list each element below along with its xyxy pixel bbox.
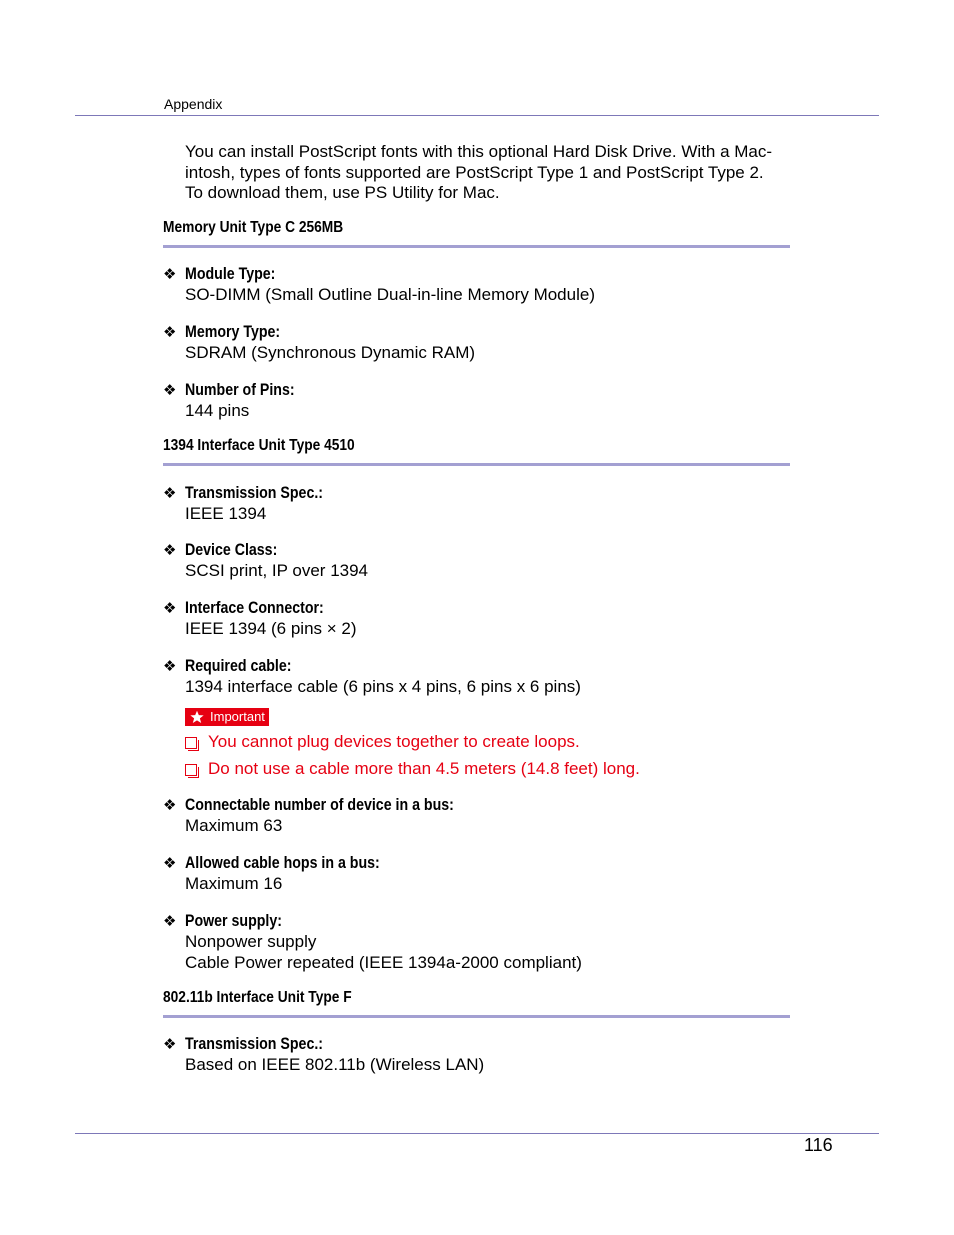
diamond-bullet-icon: ❖ <box>163 324 177 341</box>
intro-line: To download them, use PS Utility for Mac. <box>185 183 500 202</box>
important-badge <box>185 708 269 726</box>
important-note <box>185 759 640 779</box>
spec-label: Device Class: <box>185 541 278 559</box>
spec-value: SCSI print, IP over 1394 <box>185 561 369 580</box>
page-number: 116 <box>804 1135 833 1155</box>
intro-paragraph <box>185 142 797 204</box>
diamond-bullet-icon: ❖ <box>163 266 177 283</box>
spec-value: 144 pins <box>185 401 250 420</box>
intro-line: You can install PostScript fonts with this optional Hard Disk Drive. With a Mac- <box>185 142 773 161</box>
header-section-label: Appendix <box>164 96 223 112</box>
spec-label-row <box>163 795 803 816</box>
spec-value: 1394 interface cable (6 pins x 4 pins, 6 pins x 6 pins) <box>185 677 581 696</box>
spec-label: Connectable number of device in a bus: <box>185 796 454 814</box>
footer-rule <box>75 1133 879 1134</box>
spec-label: Power supply: <box>185 912 282 930</box>
section-heading-80211b-interface: 802.11b Interface Unit Type F <box>163 989 352 1006</box>
spec-label: Allowed cable hops in a bus: <box>185 854 380 872</box>
spec-value: Nonpower supply <box>185 932 317 951</box>
spec-label-row <box>163 598 803 619</box>
spec-label: Required cable: <box>185 657 292 675</box>
diamond-bullet-icon: ❖ <box>163 658 177 675</box>
spec-transmission-spec <box>163 483 803 525</box>
spec-value: Cable Power repeated (IEEE 1394a-2000 compliant) <box>185 952 582 972</box>
section-heading-memory-unit: Memory Unit Type C 256MB <box>163 219 344 236</box>
important-note-text: You cannot plug devices together to create loops. <box>208 732 580 751</box>
spec-value: Maximum 16 <box>185 874 283 893</box>
diamond-bullet-icon: ❖ <box>163 542 177 559</box>
spec-value: SO-DIMM (Small Outline Dual-in-line Memory Module) <box>185 285 595 304</box>
diamond-bullet-icon: ❖ <box>163 600 177 617</box>
spec-transmission-spec-wireless <box>163 1034 803 1076</box>
spec-label-row <box>163 656 803 677</box>
spec-label-row <box>163 853 803 874</box>
spec-value: IEEE 1394 (6 pins × 2) <box>185 619 357 638</box>
spec-cable-hops <box>163 853 803 895</box>
star-icon <box>186 709 207 725</box>
section-rule <box>163 1015 790 1018</box>
important-badge-label: Important <box>207 709 268 725</box>
spec-label-row <box>163 1034 803 1055</box>
spec-label: Memory Type: <box>185 323 281 341</box>
important-note <box>185 732 580 752</box>
diamond-bullet-icon: ❖ <box>163 1036 177 1053</box>
important-note-text: Do not use a cable more than 4.5 meters (14.8 feet) long. <box>208 759 640 778</box>
diamond-bullet-icon: ❖ <box>163 485 177 502</box>
section-rule <box>163 463 790 466</box>
spec-value: IEEE 1394 <box>185 504 267 523</box>
section-heading-1394-interface: 1394 Interface Unit Type 4510 <box>163 437 355 454</box>
header-rule <box>75 115 879 116</box>
spec-label-row <box>163 483 803 504</box>
spec-label: Transmission Spec.: <box>185 484 324 502</box>
spec-label: Transmission Spec.: <box>185 1035 324 1053</box>
spec-value: SDRAM (Synchronous Dynamic RAM) <box>185 343 476 362</box>
diamond-bullet-icon: ❖ <box>163 855 177 872</box>
spec-interface-connector <box>163 598 803 640</box>
diamond-bullet-icon: ❖ <box>163 797 177 814</box>
spec-memory-type <box>163 322 803 364</box>
spec-power-supply <box>163 911 803 973</box>
spec-label-row <box>163 911 803 932</box>
spec-label: Module Type: <box>185 265 276 283</box>
spec-label-row <box>163 380 803 401</box>
diamond-bullet-icon: ❖ <box>163 382 177 399</box>
spec-required-cable <box>163 656 803 698</box>
spec-label-row <box>163 322 803 343</box>
spec-value: Based on IEEE 802.11b (Wireless LAN) <box>185 1055 485 1074</box>
diamond-bullet-icon: ❖ <box>163 913 177 930</box>
spec-label: Number of Pins: <box>185 381 295 399</box>
spec-device-class <box>163 540 803 582</box>
section-rule <box>163 245 790 248</box>
spec-label: Interface Connector: <box>185 599 324 617</box>
spec-value: Maximum 63 <box>185 816 283 835</box>
spec-label-row <box>163 264 803 285</box>
intro-line: intosh, types of fonts supported are PostScript Type 1 and PostScript Type 2. <box>185 162 764 182</box>
spec-module-type <box>163 264 803 306</box>
spec-label-row <box>163 540 803 561</box>
checkbox-bullet-icon <box>185 764 197 776</box>
checkbox-bullet-icon <box>185 737 197 749</box>
spec-connectable-devices <box>163 795 803 837</box>
spec-number-of-pins <box>163 380 803 422</box>
